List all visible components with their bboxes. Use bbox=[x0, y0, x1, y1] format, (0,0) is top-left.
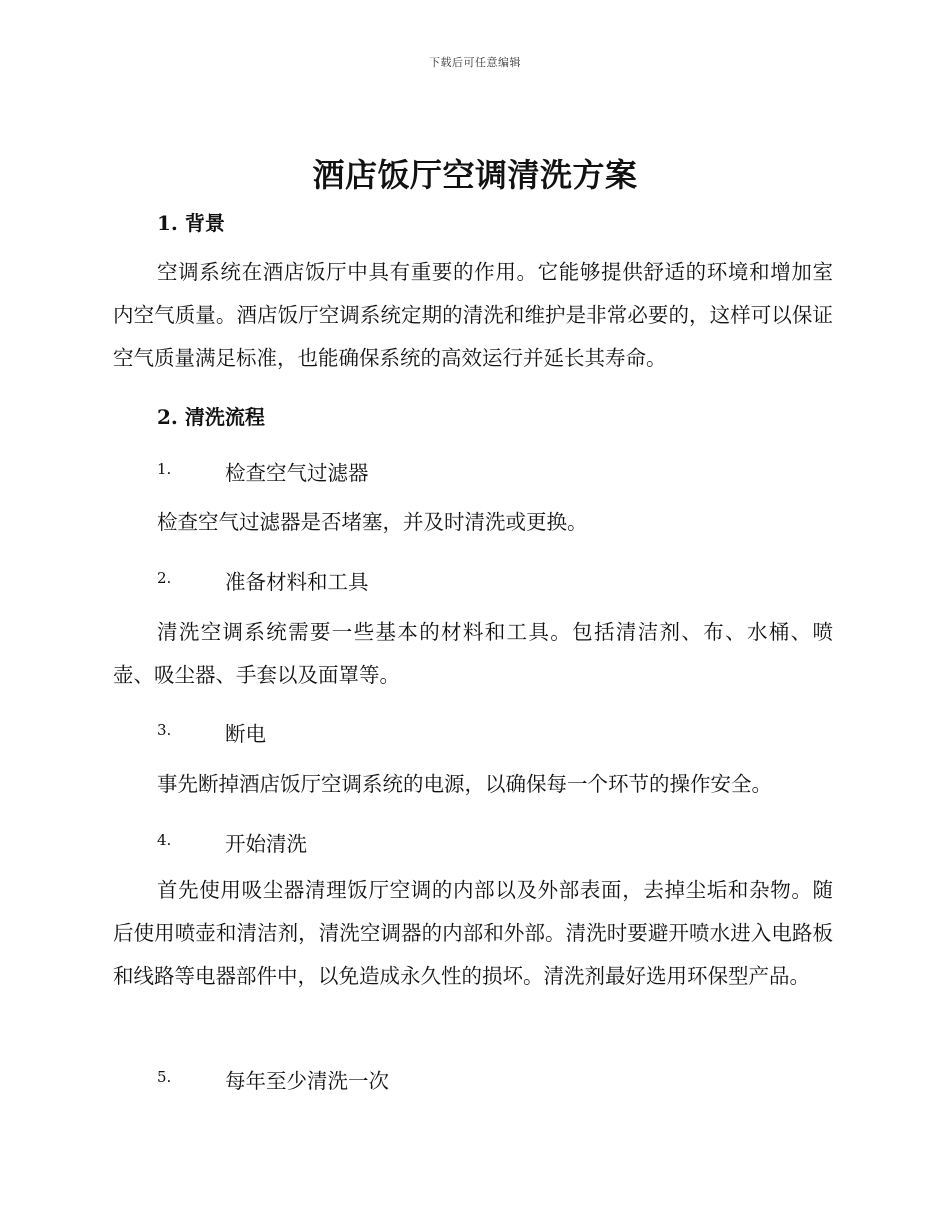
background-paragraph: 空调系统在酒店饭厅中具有重要的作用。它能够提供舒适的环境和增加室内空气质量。酒店饭厅空调系统定期的清洗和维护是非常必要的，这样可以保证空气质量满足标准，也能确保系统的高效运行并延长其寿命。 bbox=[113, 260, 833, 370]
step-label: 断电 bbox=[225, 722, 266, 746]
step-label: 每年至少清洗一次 bbox=[225, 1069, 389, 1093]
section-heading-background: 1. 背景 bbox=[157, 211, 225, 235]
step-number: 2. bbox=[157, 569, 172, 587]
step-number: 3. bbox=[157, 721, 172, 739]
step-number: 4. bbox=[157, 831, 172, 849]
step-number: 5. bbox=[157, 1068, 172, 1086]
document-title: 酒店饭厅空调清洗方案 bbox=[312, 156, 638, 194]
step-description: 清洗空调系统需要一些基本的材料和工具。包括清洁剂、布、水桶、喷壶、吸尘器、手套以及面罩等。 bbox=[113, 620, 833, 687]
step-label: 开始清洗 bbox=[225, 832, 307, 856]
header-note: 下载后可任意编辑 bbox=[429, 56, 521, 69]
step-number: 1. bbox=[157, 460, 172, 478]
step-description: 事先断掉酒店饭厅空调系统的电源，以确保每一个环节的操作安全。 bbox=[157, 772, 772, 796]
step-label: 检查空气过滤器 bbox=[225, 461, 369, 485]
section-heading-cleaning-process: 2. 清洗流程 bbox=[157, 405, 265, 429]
step-description: 首先使用吸尘器清理饭厅空调的内部以及外部表面，去掉尘垢和杂物。随后使用喷壶和清洁剂，清洗空调器的内部和外部。清洗时要避开喷水进入电路板和线路等电器部件中，以免造成永久性的损坏。清洗剂最好选用环保型产品。 bbox=[113, 878, 833, 988]
step-label: 准备材料和工具 bbox=[225, 570, 369, 594]
step-description: 检查空气过滤器是否堵塞，并及时清洗或更换。 bbox=[157, 510, 588, 534]
